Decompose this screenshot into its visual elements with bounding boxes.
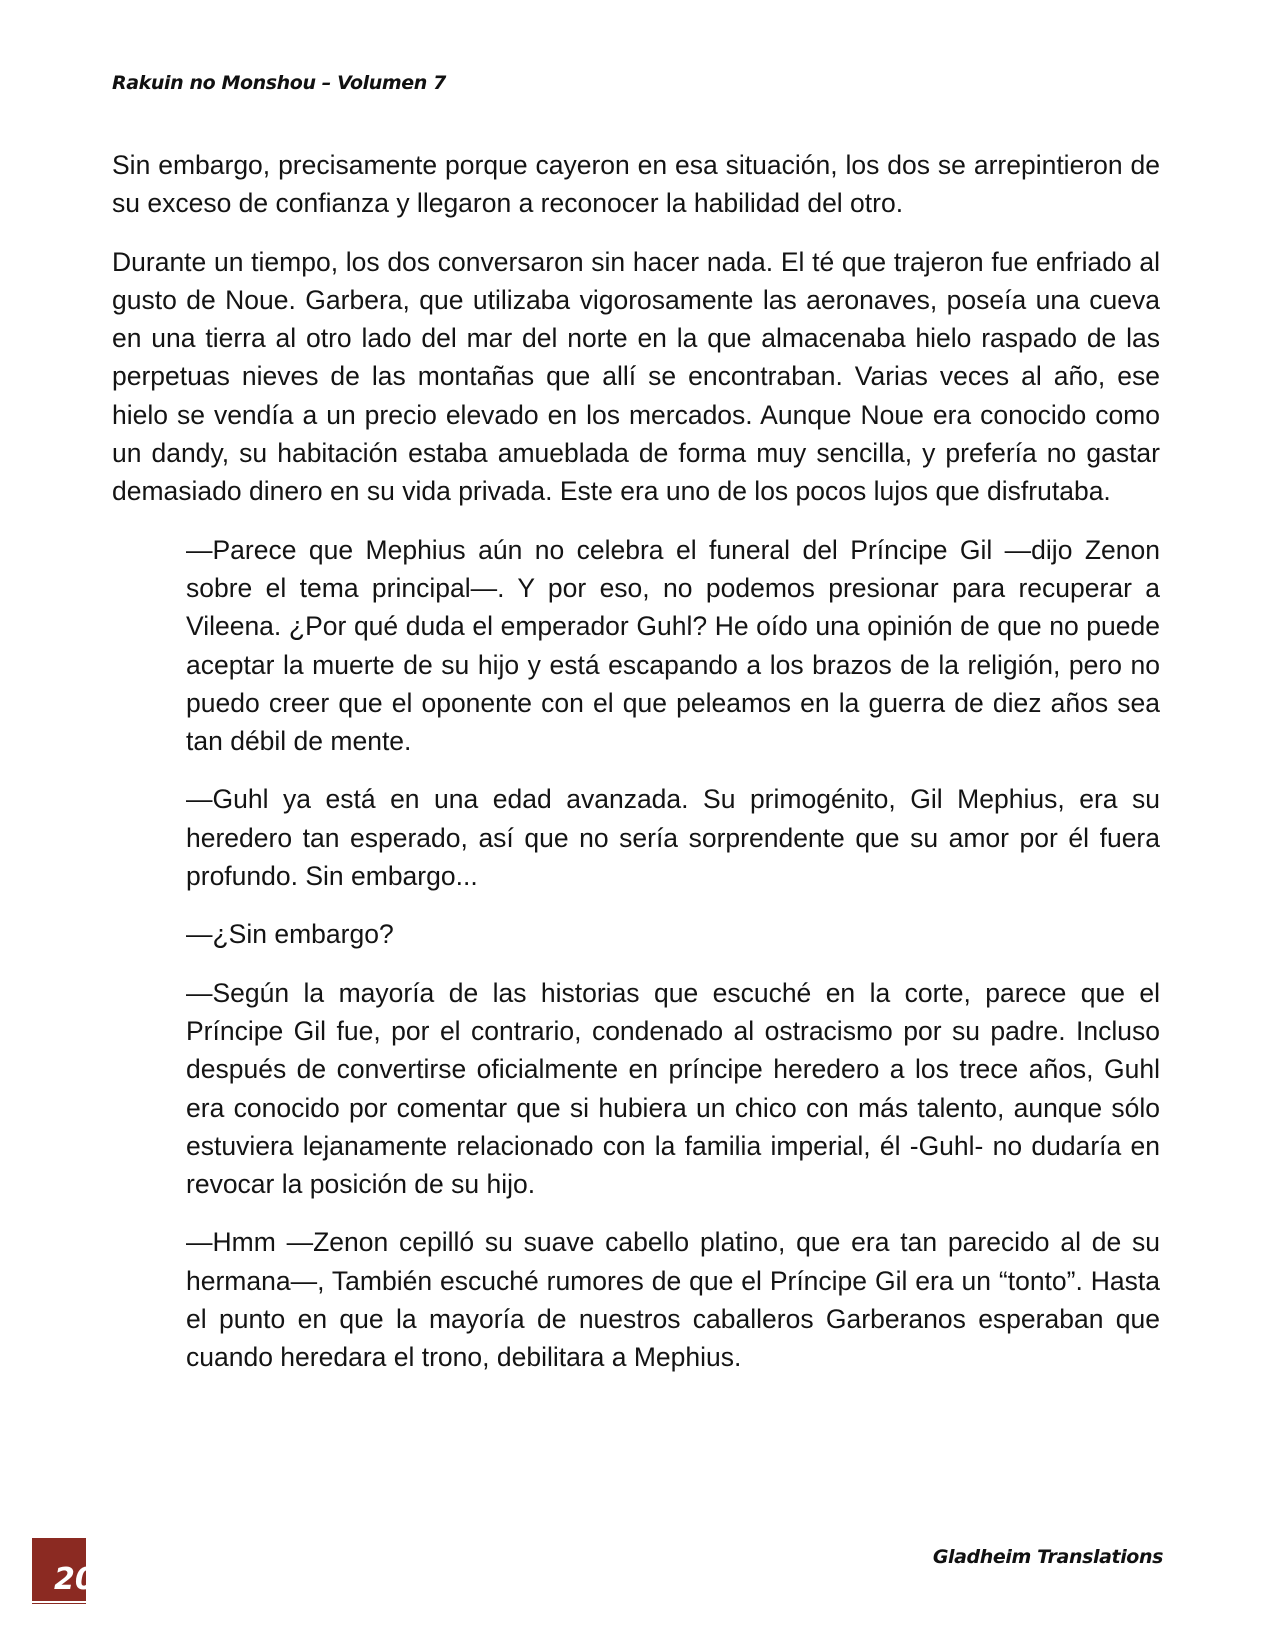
page-number: 20 [54, 1562, 96, 1597]
dialogue-paragraph-3: —¿Sin embargo? [186, 919, 394, 950]
running-header: Rakuin no Monshou – Volumen 7 [112, 72, 446, 94]
dialogue-paragraph-4: —Según la mayoría de las historias que escuché en la corte, parece que el Príncipe Gil fue, por el contrario, condenado al ostracismo por su padre. Incluso después de convertirse oficialmente en príncipe heredero a los trece años, Guhl era conocido por comentar que si hubiera un chico con más talento, aunque sólo estuviera lejanamente relacionado con la familia imperial, él -Guhl- no dudaría en revocar la posición de su hijo. [186, 977, 1160, 1200]
page-number-underline [32, 1601, 86, 1603]
dialogue-paragraph-1: —Parece que Mephius aún no celebra el funeral del Príncipe Gil —dijo Zenon sobre el tema principal—. Y por eso, no podemos presionar para recuperar a Vileena. ¿Por qué duda el emperador Guhl? He oído una opinión de que no puede aceptar la muerte de su hijo y está escapando a los brazos de la religión, pero no puedo creer que el oponente con el que peleamos en la guerra de diez años sea tan débil de mente. [186, 534, 1160, 757]
footer-credit: Gladheim Translations [932, 1546, 1163, 1568]
paragraph-2: Durante un tiempo, los dos conversaron sin hacer nada. El té que trajeron fue enfriado al gusto de Noue. Garbera, que utilizaba vigorosamente las aeronaves, poseía una cueva en una tierra al otro lado del mar del norte en la que almacenaba hielo raspado de las perpetuas nieves de las montañas que allí se encontraban. Varias veces al año, ese hielo se vendía a un precio elevado en los mercados. Aunque Noue era conocido como un dandy, su habitación estaba amueblada de forma muy sencilla, y prefería no gastar demasiado dinero en su vida privada. Este era uno de los pocos lujos que disfrutaba. [112, 246, 1160, 507]
page-body [112, 146, 1160, 1397]
paragraph-1: Sin embargo, precisamente porque cayeron en esa situación, los dos se arrepintieron de su exceso de confianza y llegaron a reconocer la habilidad del otro. [112, 150, 1160, 219]
dialogue-paragraph-5: —Hmm —Zenon cepilló su suave cabello platino, que era tan parecido al de su hermana—, También escuché rumores de que el Príncipe Gil era un “tonto”. Hasta el punto en que la mayoría de nuestros caballeros Garberanos esperaban que cuando heredara el trono, debilitara a Mephius. [186, 1227, 1160, 1373]
dialogue-paragraph-2: —Guhl ya está en una edad avanzada. Su primogénito, Gil Mephius, era su heredero tan esperado, así que no sería sorprendente que su amor por él fuera profundo. Sin embargo... [186, 784, 1160, 892]
page-number-box [32, 1538, 96, 1604]
